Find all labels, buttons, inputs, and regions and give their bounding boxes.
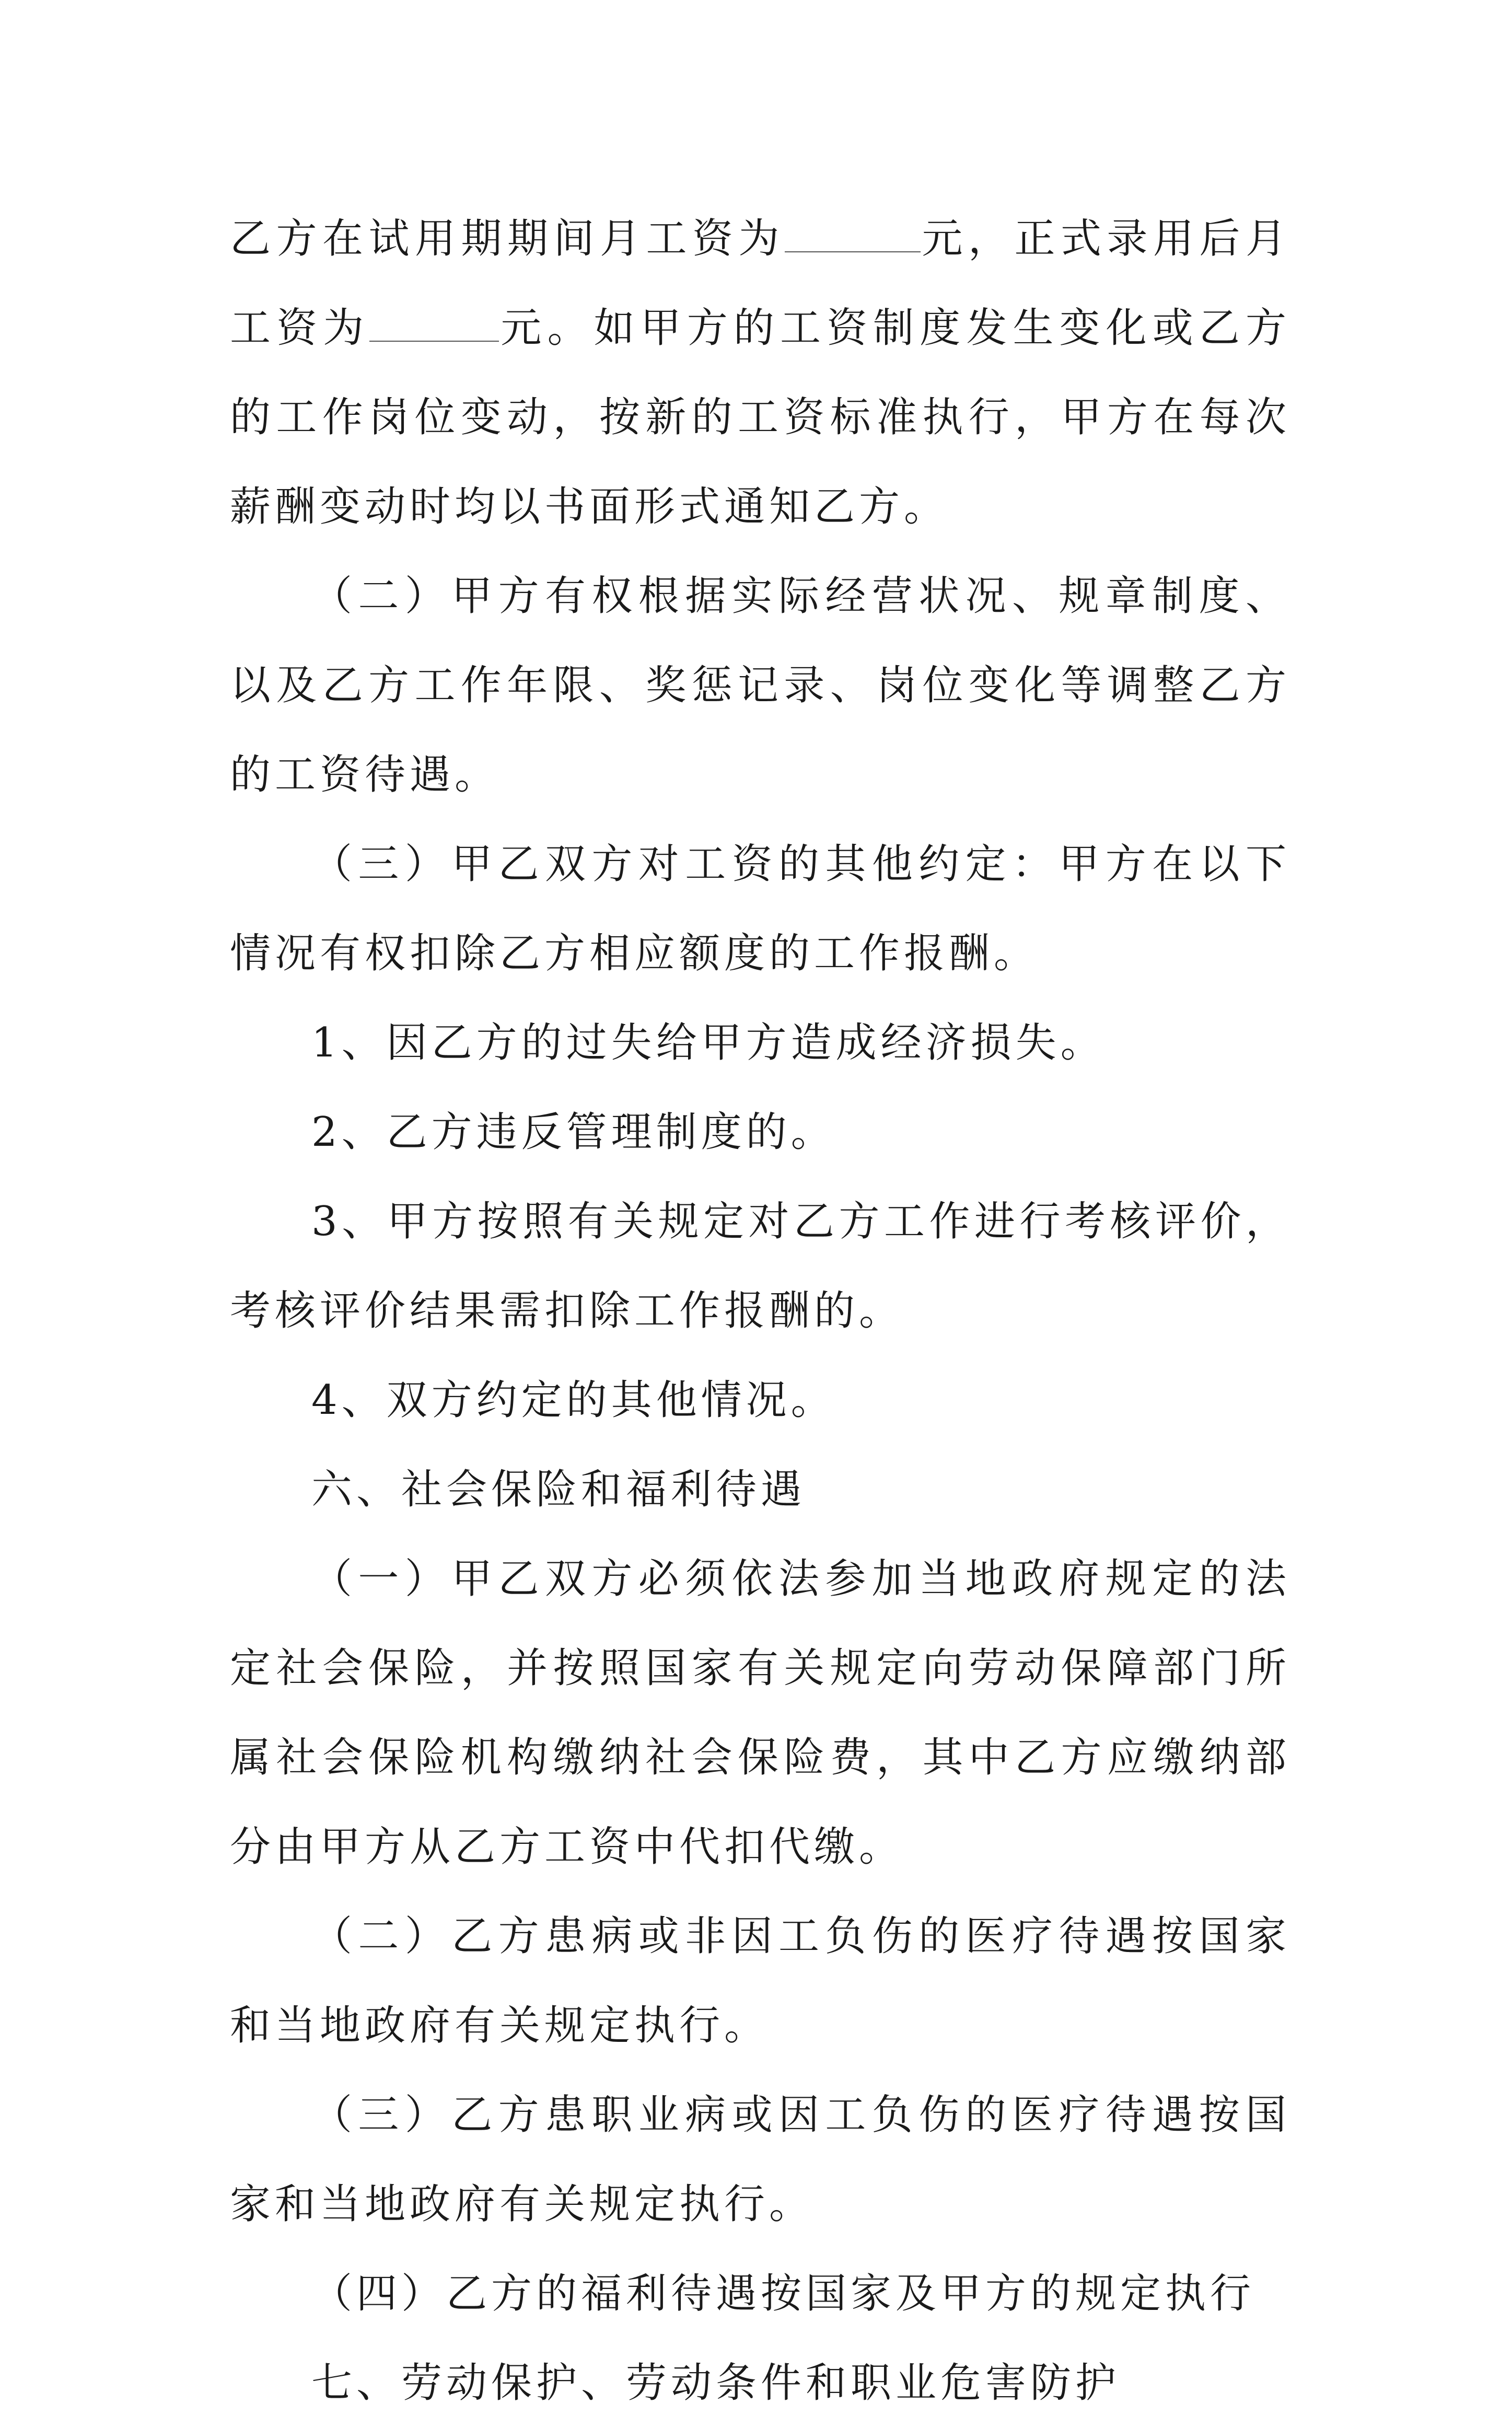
probation-salary-blank [785, 217, 921, 252]
clause-3-paragraph: （三）甲乙双方对工资的其他约定：甲方在以下情况有权扣除乙方相应额度的工作报酬。 [230, 841, 1290, 977]
deduction-item-2: 2、乙方违反管理制度的。 [311, 1109, 836, 1156]
social-insurance-paragraph: （一）甲乙双方必须依法参加当地政府规定的法定社会保险，并按照国家有关规定向劳动保障部门所属社会保险机构缴纳社会保险费，其中乙方应缴纳部分由甲方从乙方工资中代扣代缴。 [230, 1555, 1290, 1871]
formal-salary-blank [369, 306, 499, 342]
section-6-heading: 六、社会保险和福利待遇 [311, 1466, 806, 1513]
deduction-item-4: 4、双方约定的其他情况。 [311, 1377, 836, 1424]
salary-text-change: 元。如甲方的工资制度发生变化或乙方的工作岗位变动，按新的工资标准执行，甲方在每次薪酬变动时均以书面形式通知乙方。 [230, 305, 1290, 530]
section-7-heading: 七、劳动保护、劳动条件和职业危害防护 [311, 2360, 1121, 2407]
medical-treatment-paragraph: （二）乙方患病或非因工负伤的医疗待遇按国家和当地政府有关规定执行。 [230, 1913, 1290, 2049]
salary-text-formal: 元，正式录用后月工资为 [230, 215, 1290, 352]
deduction-item-3: 3、甲方按照有关规定对乙方工作进行考核评价，考核评价结果需扣除工作报酬的。 [230, 1198, 1290, 1334]
welfare-paragraph: （四）乙方的福利待遇按国家及甲方的规定执行 [311, 2270, 1255, 2317]
salary-paragraph [230, 194, 1290, 552]
deduction-item-1: 1、因乙方的过失给甲方造成经济损失。 [311, 1019, 1106, 1066]
document-body [230, 194, 1290, 2428]
clause-2-paragraph: （二）甲方有权根据实际经营状况、规章制度、以及乙方工作年限、奖惩记录、岗位变化等调整乙方的工资待遇。 [230, 573, 1290, 798]
salary-text-probation: 乙方在试用期期间月工资为 [230, 215, 785, 262]
occupational-injury-paragraph: （三）乙方患职业病或因工负伤的医疗待遇按国家和当地政府有关规定执行。 [230, 2092, 1290, 2228]
